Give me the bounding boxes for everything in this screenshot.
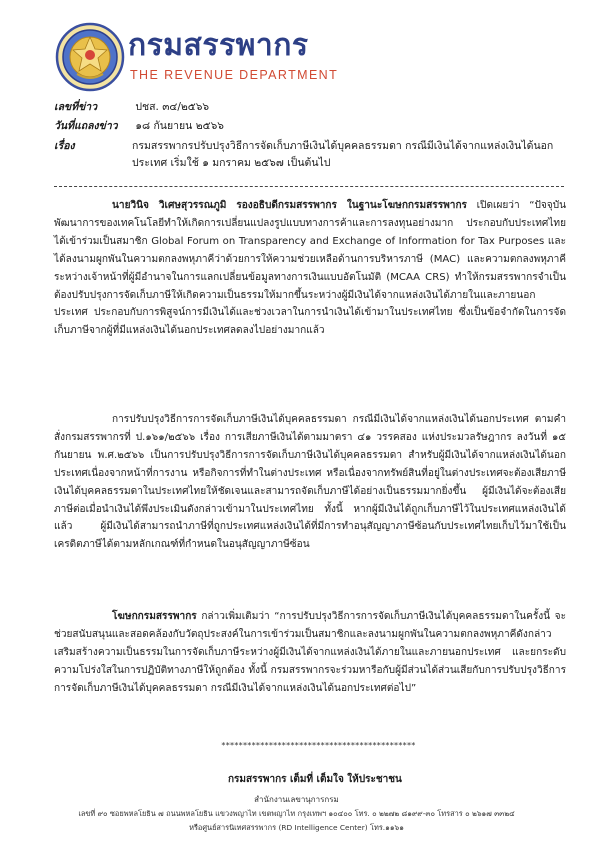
revenue-department-seal-icon: [55, 22, 125, 92]
paragraph-2: [54, 411, 566, 554]
paragraph-1-text: เปิดเผยว่า “ปัจจุบัน พัฒนาการของเทคโนโลยีทำให้เกิดการเปลี่ยนแปลงรูปแบบทางการค้าและการลงทุนอย่างมาก ประกอบกับประเทศไทยได้เข้าร่วมเป็นสมาชิก Global Forum on Transparency and Exchange of Information for Tax Purposes และได้ลงนามผูกพันในความตกลงพหุภาคีว่าด้วยการให้ความช่วยเหลือด้านการบริหารภาษี (MAC) และความตกลงพหุภาคีระหว่างเจ้าหน้าที่ผู้มีอำนาจในการแลกเปลี่ยนข้อมูลทางการเงินแบบอัตโนมัติ (MCAA CRS) ทำให้กรมสรรพากรจำเป็นต้องปรับปรุงการจัดเก็บภาษีให้เกิดความเป็นธรรมให้มากขึ้นระหว่างผู้มีเงินได้จากแหล่งเงินได้ภายในและภายนอกประเทศ ประกอบกับการพิสูจน์การมีเงินได้และช่วงเวลาในการนำเงินได้เข้ามาในประเทศไทย ซึ่งเป็นข้อจำกัดในการจัดเก็บภาษีจากผู้ที่มีแหล่งเงินได้นอกประเทศลดลงไปอย่างมากแล้ว: [54, 200, 567, 337]
paragraph-2-text: การปรับปรุงวิธีการการจัดเก็บภาษีเงินได้บุคคลธรรมดา กรณีมีเงินได้จากแหล่งเงินได้นอกประเทศ ตามคำสั่งกรมสรรพากรที่ ป.๑๖๑/๒๕๖๖ เรื่อง การเสียภาษีเงินได้ตามมาตรา ๔๑ วรรคสอง แห่งประมวลรัษฎากร ลงวันที่ ๑๕ กันยายน พ.ศ.๒๕๖๖ เป็นการปรับปรุงวิธีการการจัดเก็บภาษีเงินได้บุคคลธรรมดา สำหรับผู้มีเงินได้จากแหล่งเงินได้นอกประเทศเนื่องจากหน้าที่การงาน หรือกิจการที่ทำในต่างประเทศ หรือเนื่องจากทรัพย์สินที่อยู่ในต่างประเทศจะต้องเสียภาษีเงินได้บุคคลธรรมดาในประเทศไทยให้ชัดเจนและสามารถจัดเก็บภาษีได้อย่างเป็นธรรมมากยิ่งขึ้น ผู้มีเงินได้จะต้องเสียภาษีต่อเมื่อนำเงินได้พึงประเมินดังกล่าวเข้ามาในประเทศไทย ทั้งนี้ หากผู้มีเงินได้ถูกเก็บภาษีไว้ในประเทศแหล่งเงินได้แล้ว ผู้มีเงินได้สามารถนำภาษีที่ถูกประเทศแหล่งเงินได้ที่มีการทำอนุสัญญาภาษีซ้อนกับประเทศไทยเก็บไว้มาใช้เป็นเครดิตภาษีได้ตามหลักเกณฑ์ที่กำหนดในอนุสัญญาภาษีซ้อน: [54, 414, 566, 551]
section-divider: [54, 186, 564, 187]
closing-slogan: กรมสรรพากร เต็มที่ เต็มใจ ให้ประชาชน: [228, 774, 402, 785]
subject-value: กรมสรรพากรปรับปรุงวิธีการจัดเก็บภาษีเงินได้บุคคลธรรมดา กรณีมีเงินได้จากแหล่งเงินได้นอกประเทศ เริ่มใช้ ๑ มกราคม ๒๕๖๗ เป็นต้นไป: [132, 140, 554, 169]
org-name-thai: กรมสรรพากร: [128, 28, 309, 63]
paragraph-1: [54, 197, 566, 340]
paragraph-3-text: กล่าวเพิ่มเติมว่า “การปรับปรุงวิธีการการจัดเก็บภาษีเงินได้บุคคลธรรมดาในครั้งนี้ จะช่วยสนับสนุนและสอดคล้องกับวัตถุประสงค์ในการเข้าร่วมเป็นสมาชิกและลงนามผูกพันในความตกลงพหุภาคีดังกล่าว เสริมสร้างความเป็นธรรมในการจัดเก็บภาษีระหว่างผู้มีเงินได้จากแหล่งเงินได้ภายในและภายนอกประเทศ และยกระดับความโปร่งใสในการปฏิบัติทางภาษีให้ถูกต้อง ทั้งนี้ กรมสรรพากรจะร่วมหารือกับผู้มีส่วนได้ส่วนเสียกับการปรับปรุงวิธีการการจัดเก็บภาษีเงินได้บุคคลธรรมดา กรณีมีเงินได้จากแหล่งเงินได้นอกประเทศต่อไป”: [54, 611, 566, 694]
subject-row: [54, 138, 564, 172]
paragraph-3: [54, 608, 566, 698]
news-number-label: เลขที่ข่าว: [54, 101, 98, 113]
office-address: เลขที่ ๙๐ ซอยพหลโยธิน ๗ ถนนพหลโยธิน แขวงพญาไท เขตพญาไท กรุงเทพฯ ๑๐๔๐๐ โทร. ๐ ๒๒๗๒ ๘๑๙๙-๓๐ โทรสาร ๐ ๒๖๑๗ ๓๓๒๔: [78, 809, 515, 818]
release-date-label: วันที่แถลงข่าว: [54, 120, 118, 132]
news-number-value: ปชส. ๓๔/๒๕๖๖: [135, 101, 210, 113]
office-name: สำนักงานเลขานุการกรม: [254, 795, 339, 804]
org-name-english: THE REVENUE DEPARTMENT: [130, 68, 339, 82]
spokesperson-title: โฆษกกรมสรรพากร: [112, 611, 197, 622]
subject-label: เรื่อง: [54, 140, 75, 152]
release-date-value: ๑๘ กันยายน ๒๕๖๖: [135, 120, 224, 132]
news-number-row: [54, 100, 209, 115]
release-date-row: [54, 119, 224, 134]
spokesperson-name: นายวินิจ วิเศษสุวรรณภูมิ รองอธิบดีกรมสรรพากร ในฐานะโฆษกกรมสรรพากร: [112, 200, 467, 211]
rd-intelligence-center: หรือศูนย์สารนิเทศสรรพากร (RD Intelligence Center) โทร.๑๑๖๑: [189, 823, 404, 832]
star-separator: *********************************************: [221, 741, 416, 750]
